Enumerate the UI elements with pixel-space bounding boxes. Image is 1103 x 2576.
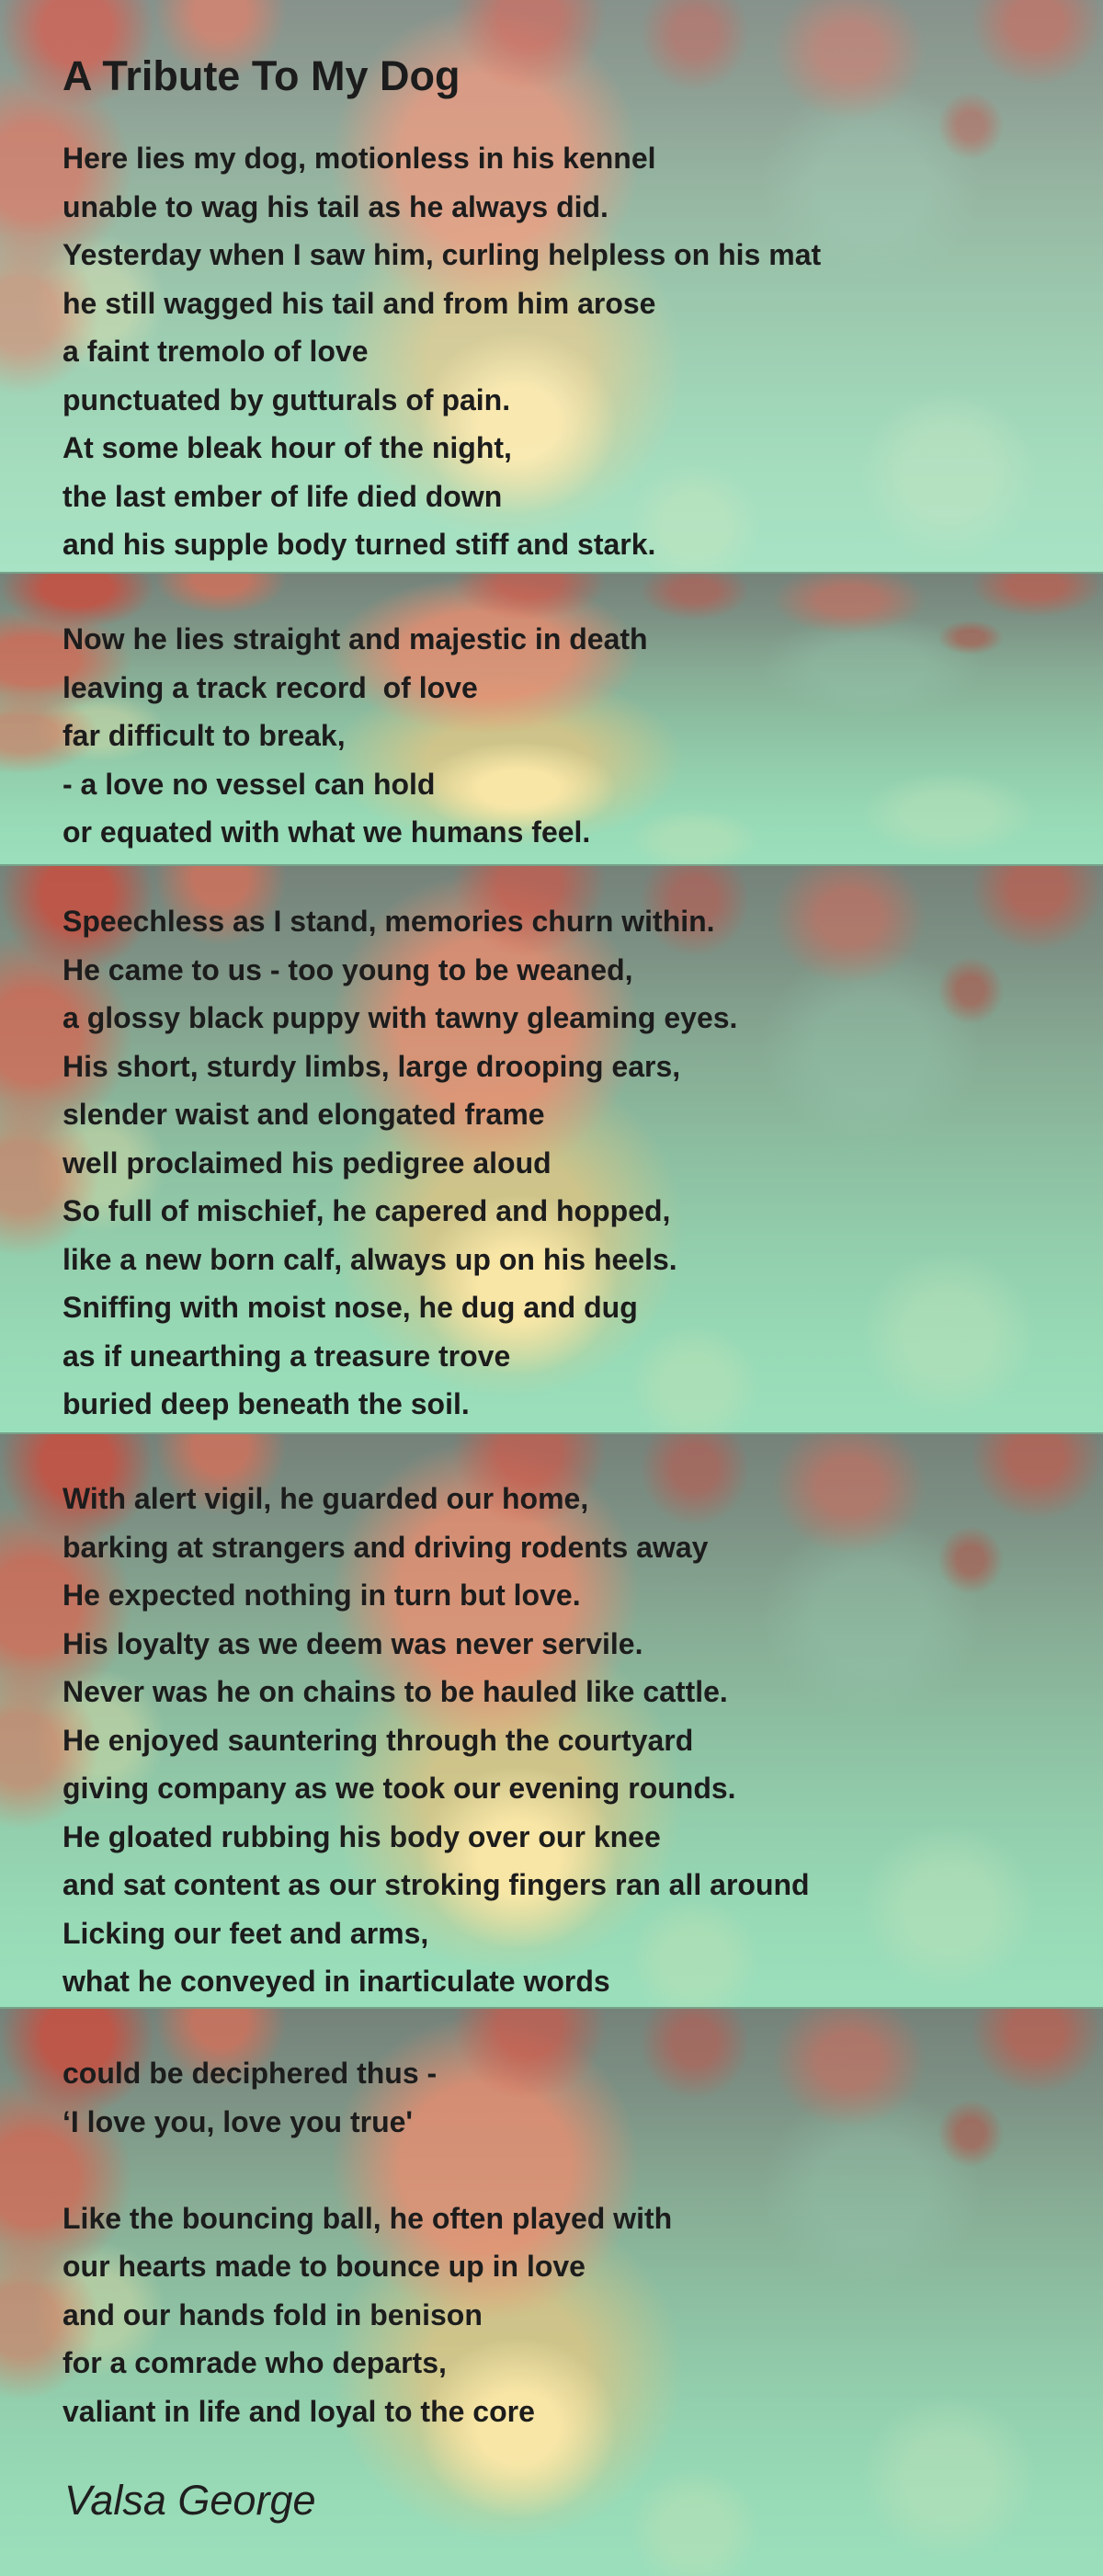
poem-line: Yesterday when I saw him, curling helpless on his mat [63,238,822,271]
poem-line: he still wagged his tail and from him arose [63,286,656,320]
poem-title: A Tribute To My Dog [63,52,461,99]
poem-line: for a comrade who departs, [63,2346,447,2379]
poem-line: punctuated by gutturals of pain. [63,382,511,416]
poem-line: He gloated rubbing his body over our knee [63,1819,661,1853]
stanza-section-1 [0,0,1103,572]
poem-line: unable to wag his tail as he always did. [63,189,608,223]
poem-line: far difficult to break, [63,719,346,752]
poem-line: buried deep beneath the soil. [63,1387,470,1420]
poem-line: giving company as we took our evening rounds. [63,1772,736,1805]
poem-line: leaving a track record of love [63,670,478,704]
stanza-section-4 [0,1432,1103,2007]
poem-line: He came to us - too young to be weaned, [63,952,633,986]
poem-line: and our hands fold in benison [63,2297,483,2331]
poem-line: Speechless as I stand, memories churn within. [63,905,715,938]
poem-line [63,2146,1103,2194]
poem-line: Here lies my dog, motionless in his kennel [63,142,656,175]
poem-line: barking at strangers and driving rodents away [63,1530,709,1564]
stanza-section-2 [0,572,1103,864]
poem-line: well proclaimed his pedigree aloud [63,1146,552,1180]
poem-author: Valsa George [64,2477,316,2524]
poem-line: So full of mischief, he capered and hopped, [63,1194,671,1227]
poem-line: a glossy black puppy with tawny gleaming eyes. [63,1001,738,1034]
poem-line: Never was he on chains to be hauled like cattle. [63,1675,728,1708]
poem-line: Licking our feet and arms, [63,1916,429,1950]
poem-line: or equated with what we humans feel. [63,815,591,849]
stanza-1 [0,134,1103,569]
poem-line: He expected nothing in turn but love. [63,1579,581,1612]
poem-line: slender waist and elongated frame [63,1098,545,1131]
poem-line: - a love no vessel can hold [63,767,436,801]
poem-line: and his supple body turned stiff and stark. [63,528,656,561]
poem-line: a faint tremolo of love [63,335,369,368]
poem-line: Like the bouncing ball, he often played with [63,2201,673,2235]
poem-line: Now he lies straight and majestic in death [63,622,648,655]
poem-line: valiant in life and loyal to the core [63,2394,535,2428]
stanza-4 [0,1434,1103,2006]
poem-line: and sat content as our stroking fingers ran all around [63,1868,810,1901]
stanza-3 [0,866,1103,1429]
poem-line: At some bleak hour of the night, [63,431,512,464]
poem-line: what he conveyed in inarticulate words [63,1965,610,1998]
poem-line: His loyalty as we deem was never servile. [63,1626,643,1660]
poem-line: His short, sturdy limbs, large drooping ears, [63,1049,681,1083]
poem-line: like a new born calf, always up on his heels. [63,1242,677,1276]
stanza-section-3 [0,864,1103,1432]
poem-line: the last ember of life died down [63,479,503,513]
poem-line: ‘I love you, love you true' [63,2104,414,2138]
poem-line: He enjoyed sauntering through the courtyard [63,1723,694,1757]
stanza-5 [0,2009,1103,2435]
poem-line: as if unearthing a treasure trove [63,1339,511,1373]
stanza-section-5 [0,2007,1103,2576]
poem-line: could be deciphered thus - [63,2057,438,2090]
poem-line: our hearts made to bounce up in love [63,2250,586,2283]
stanza-2 [0,574,1103,857]
poem-line: Sniffing with moist nose, he dug and dug [63,1291,638,1324]
poem-line: With alert vigil, he guarded our home, [63,1482,589,1515]
